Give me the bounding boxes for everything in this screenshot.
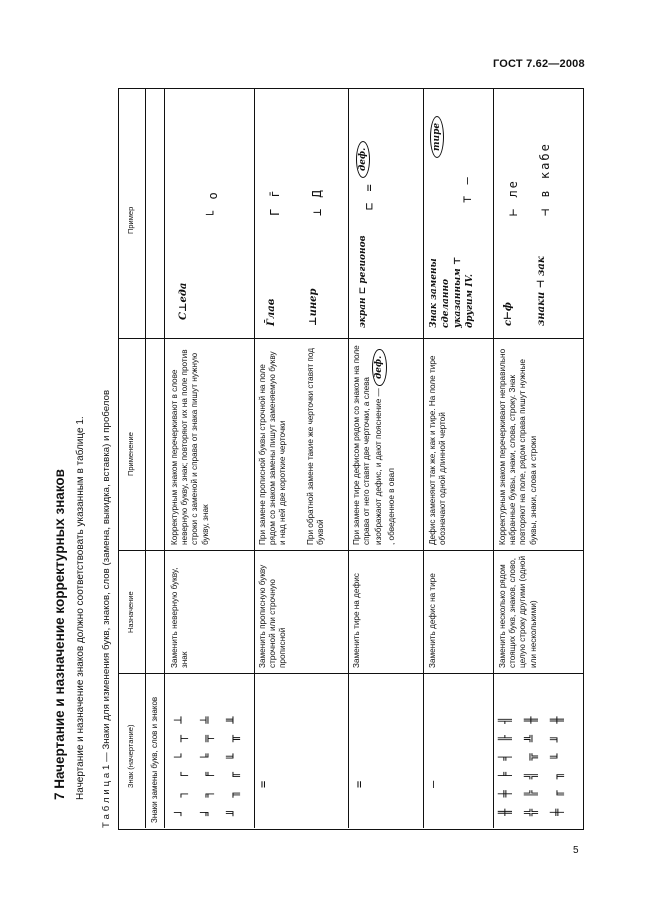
row4-example-text: Знак замены сделанно указанным ⊤ другим IV. (429, 256, 475, 328)
row5-glyphs-a: ╫ ╪ ╞ ╡ ╟ ╢ (498, 714, 512, 816)
row5-glyphs-c: ╪ ╓ ╖ ╙ ╜ ╫ (550, 714, 564, 816)
row3-use-post: , обведенное в овал (386, 468, 396, 545)
row1-example-mark: └ о (206, 190, 220, 218)
row5-example1-text: с⊢ф (503, 302, 514, 326)
row3-glyph: = (352, 778, 366, 788)
row3-example-oval: деф. (356, 141, 370, 178)
section-title: 7 Начертание и назначение корректурных знаков (52, 469, 67, 800)
row4-use: Дефис заменяют так же, как и тире. На поле тире обозначают одной длинной чертой (428, 355, 448, 545)
row1-purpose: Заменить неверную букву, знак (170, 567, 190, 668)
standard-designation: ГОСТ 7.62—2008 (493, 58, 585, 70)
row3-example-text: экран ⊏ регионов (358, 235, 368, 328)
header-example: Пример (126, 206, 135, 234)
header-use: Применение (126, 432, 135, 476)
correction-signs-table (118, 88, 584, 830)
row5-example2-text: знаки ⊣ зак (536, 256, 547, 326)
row2-example2-mark: ⊥ Д (310, 188, 324, 216)
row2-example1-text: Г̄лав (266, 298, 277, 326)
row5-example2-mark: ⊣ в кабе (538, 142, 552, 216)
header-sign: Знак (начертание) (126, 724, 135, 788)
row3-use-pre: При замене тире дефисом рядом со знаком на поле справа от него ставят две черточки, а слева изображают дефис, и дают пояснение — (352, 345, 384, 545)
header-purpose: Назначение (126, 591, 135, 633)
row1-use: Корректурным знаком перечеркивают в слове неверную букву, знак; повторяют их на поле против строки с заменой и справа от знака пишут нужную букву, знак (170, 349, 210, 545)
row2-use2: При обратной замене такие же черточки ставят под буквой (306, 348, 326, 545)
row4-glyph: — (426, 778, 440, 788)
row1-glyphs-c: ╜ ╖ ╓ ╙ ╥ ╨ (226, 714, 240, 816)
table-caption: Т а б л и ц а 1 — Знаки для изменения букв, знаков, слов (замена, выкидка, вставка) и пробелов (101, 389, 112, 828)
row3-example-mark: ⊏ = (362, 182, 376, 210)
row2-purpose: Заменить прописную букву строчной или строчную прописной (258, 564, 288, 668)
row5-glyphs-b: ╬ ╠ ╣ ╦ ╩ ╫ (524, 714, 538, 816)
section-row: Знаки замены букв, слов и знаков (150, 696, 159, 823)
row5-purpose: Заменить несколько рядом стоящих букв, знаков, слово, целую строку другими (одной или несколькими) (498, 555, 538, 668)
row2-example1-mark: Г г̄ (268, 188, 282, 216)
row4-example-mark: ⊤ — (460, 175, 474, 203)
row2-glyph: = (256, 778, 270, 788)
page-number: 5 (573, 845, 579, 856)
row1-glyphs-a: ┘ ┐ ┌ └ ┬ ┴ (174, 714, 188, 816)
row1-glyphs-b: ╛ ╕ ╒ ╘ ╤ ╧ (200, 714, 214, 816)
row5-use: Корректурным знаком перечеркивают неправильно набранные буквы, знаки, слова, строку. Знак повторяют на поле, рядом справа пишут нужные буквы, знаки, слова и строки (498, 348, 538, 545)
row3-purpose: Заменить тире на дефис (352, 573, 361, 668)
row2-example2-text: ⊥инер (308, 288, 319, 326)
row1-example-text: С⊥еда (178, 282, 189, 320)
row5-example1-mark: ⊢ ле (506, 179, 520, 216)
row4-purpose: Заменить дефис на тире (428, 573, 437, 668)
row2-use1: При замене прописной буквы строчной на поле рядом со знаком замены пишут заменяемую букву и над ней две короткие черточки (258, 351, 288, 545)
row3-use (352, 345, 397, 545)
section-intro: Начертание и назначение знаков должно соответствовать указанным в таблице 1. (75, 416, 86, 800)
row3-use-oval: деф. (372, 349, 386, 386)
row4-example-oval: тире (430, 116, 444, 158)
